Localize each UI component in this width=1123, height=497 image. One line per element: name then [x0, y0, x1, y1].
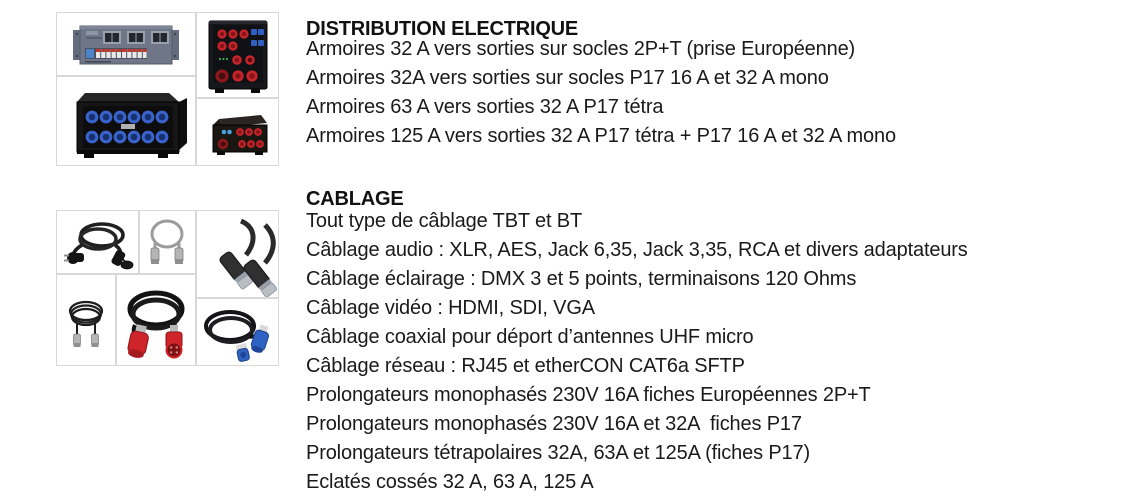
gray-xlr-illustration: [140, 211, 195, 273]
red-cee-illustration: [117, 275, 195, 365]
cablage-line-1: Tout type de câblage TBT et BT: [306, 210, 583, 232]
distribution-line-4: Armoires 125 A vers sorties 32 A P17 tétra + P17 16 A et 32 A mono: [306, 125, 896, 147]
coiled-xlr-illustration: [57, 275, 115, 365]
image-rack-power-distribution-unit: [56, 12, 196, 76]
schuko-cable-illustration: [57, 211, 138, 273]
distribution-line-2: Armoires 32A vers sorties sur socles P17 16 A et 32 A mono: [306, 67, 829, 89]
cablage-line-9: Prolongateurs tétrapolaires 32A, 63A et 125A (fiches P17): [306, 442, 810, 464]
image-red-cee-p17-cable: [116, 274, 196, 366]
cablage-line-3: Câblage éclairage : DMX 3 et 5 points, terminaisons 120 Ohms: [306, 268, 857, 290]
blue-cee-illustration: [197, 299, 278, 365]
distribution-line-3: Armoires 63 A vers sorties 32 A P17 tétra: [306, 96, 664, 118]
cablage-line-10: Eclatés cossés 32 A, 63 A, 125 A: [306, 471, 594, 493]
image-distro-box-red-blue-sockets: [196, 12, 279, 98]
distro-blue-sockets-illustration: [57, 77, 195, 165]
cablage-line-4: Câblage vidéo : HDMI, SDI, VGA: [306, 297, 595, 319]
cablage-line-8: Prolongateurs monophasés 230V 16A et 32A fiches P17: [306, 413, 802, 435]
cablage-line-7: Prolongateurs monophasés 230V 16A fiches Européennes 2P+T: [306, 384, 871, 406]
image-distro-box-12-blue-sockets: [56, 76, 196, 166]
image-blue-cee-cable: [196, 298, 279, 366]
section-title-distribution-electrique: DISTRIBUTION ELECTRIQUE: [306, 18, 579, 41]
image-gray-xlr-cable: [139, 210, 196, 274]
xlr-pair-illustration: [197, 211, 278, 297]
image-coiled-xlr-cable: [56, 274, 116, 366]
image-xlr-connectors-pair: [196, 210, 279, 298]
cablage-line-2: Câblage audio : XLR, AES, Jack 6,35, Jack 3,35, RCA et divers adaptateurs: [306, 239, 968, 261]
compact-distro-illustration: [197, 99, 278, 165]
cablage-line-5: Câblage coaxial pour déport d’antennes UHF micro: [306, 326, 754, 348]
section-title-cablage: CABLAGE: [306, 188, 404, 211]
distro-red-blue-illustration: [197, 13, 278, 97]
distribution-image-collage: [56, 12, 279, 166]
image-schuko-extension-cable: [56, 210, 139, 274]
cablage-line-6: Câblage réseau : RJ45 et etherCON CAT6a SFTP: [306, 355, 745, 377]
distribution-line-1: Armoires 32 A vers sorties sur socles 2P+T (prise Européenne): [306, 38, 856, 60]
cable-image-collage: [56, 210, 279, 366]
cablage-lines: [306, 207, 968, 497]
image-compact-distro-box: [196, 98, 279, 166]
distribution-lines: [306, 35, 896, 151]
rack-unit-illustration: [57, 13, 195, 75]
